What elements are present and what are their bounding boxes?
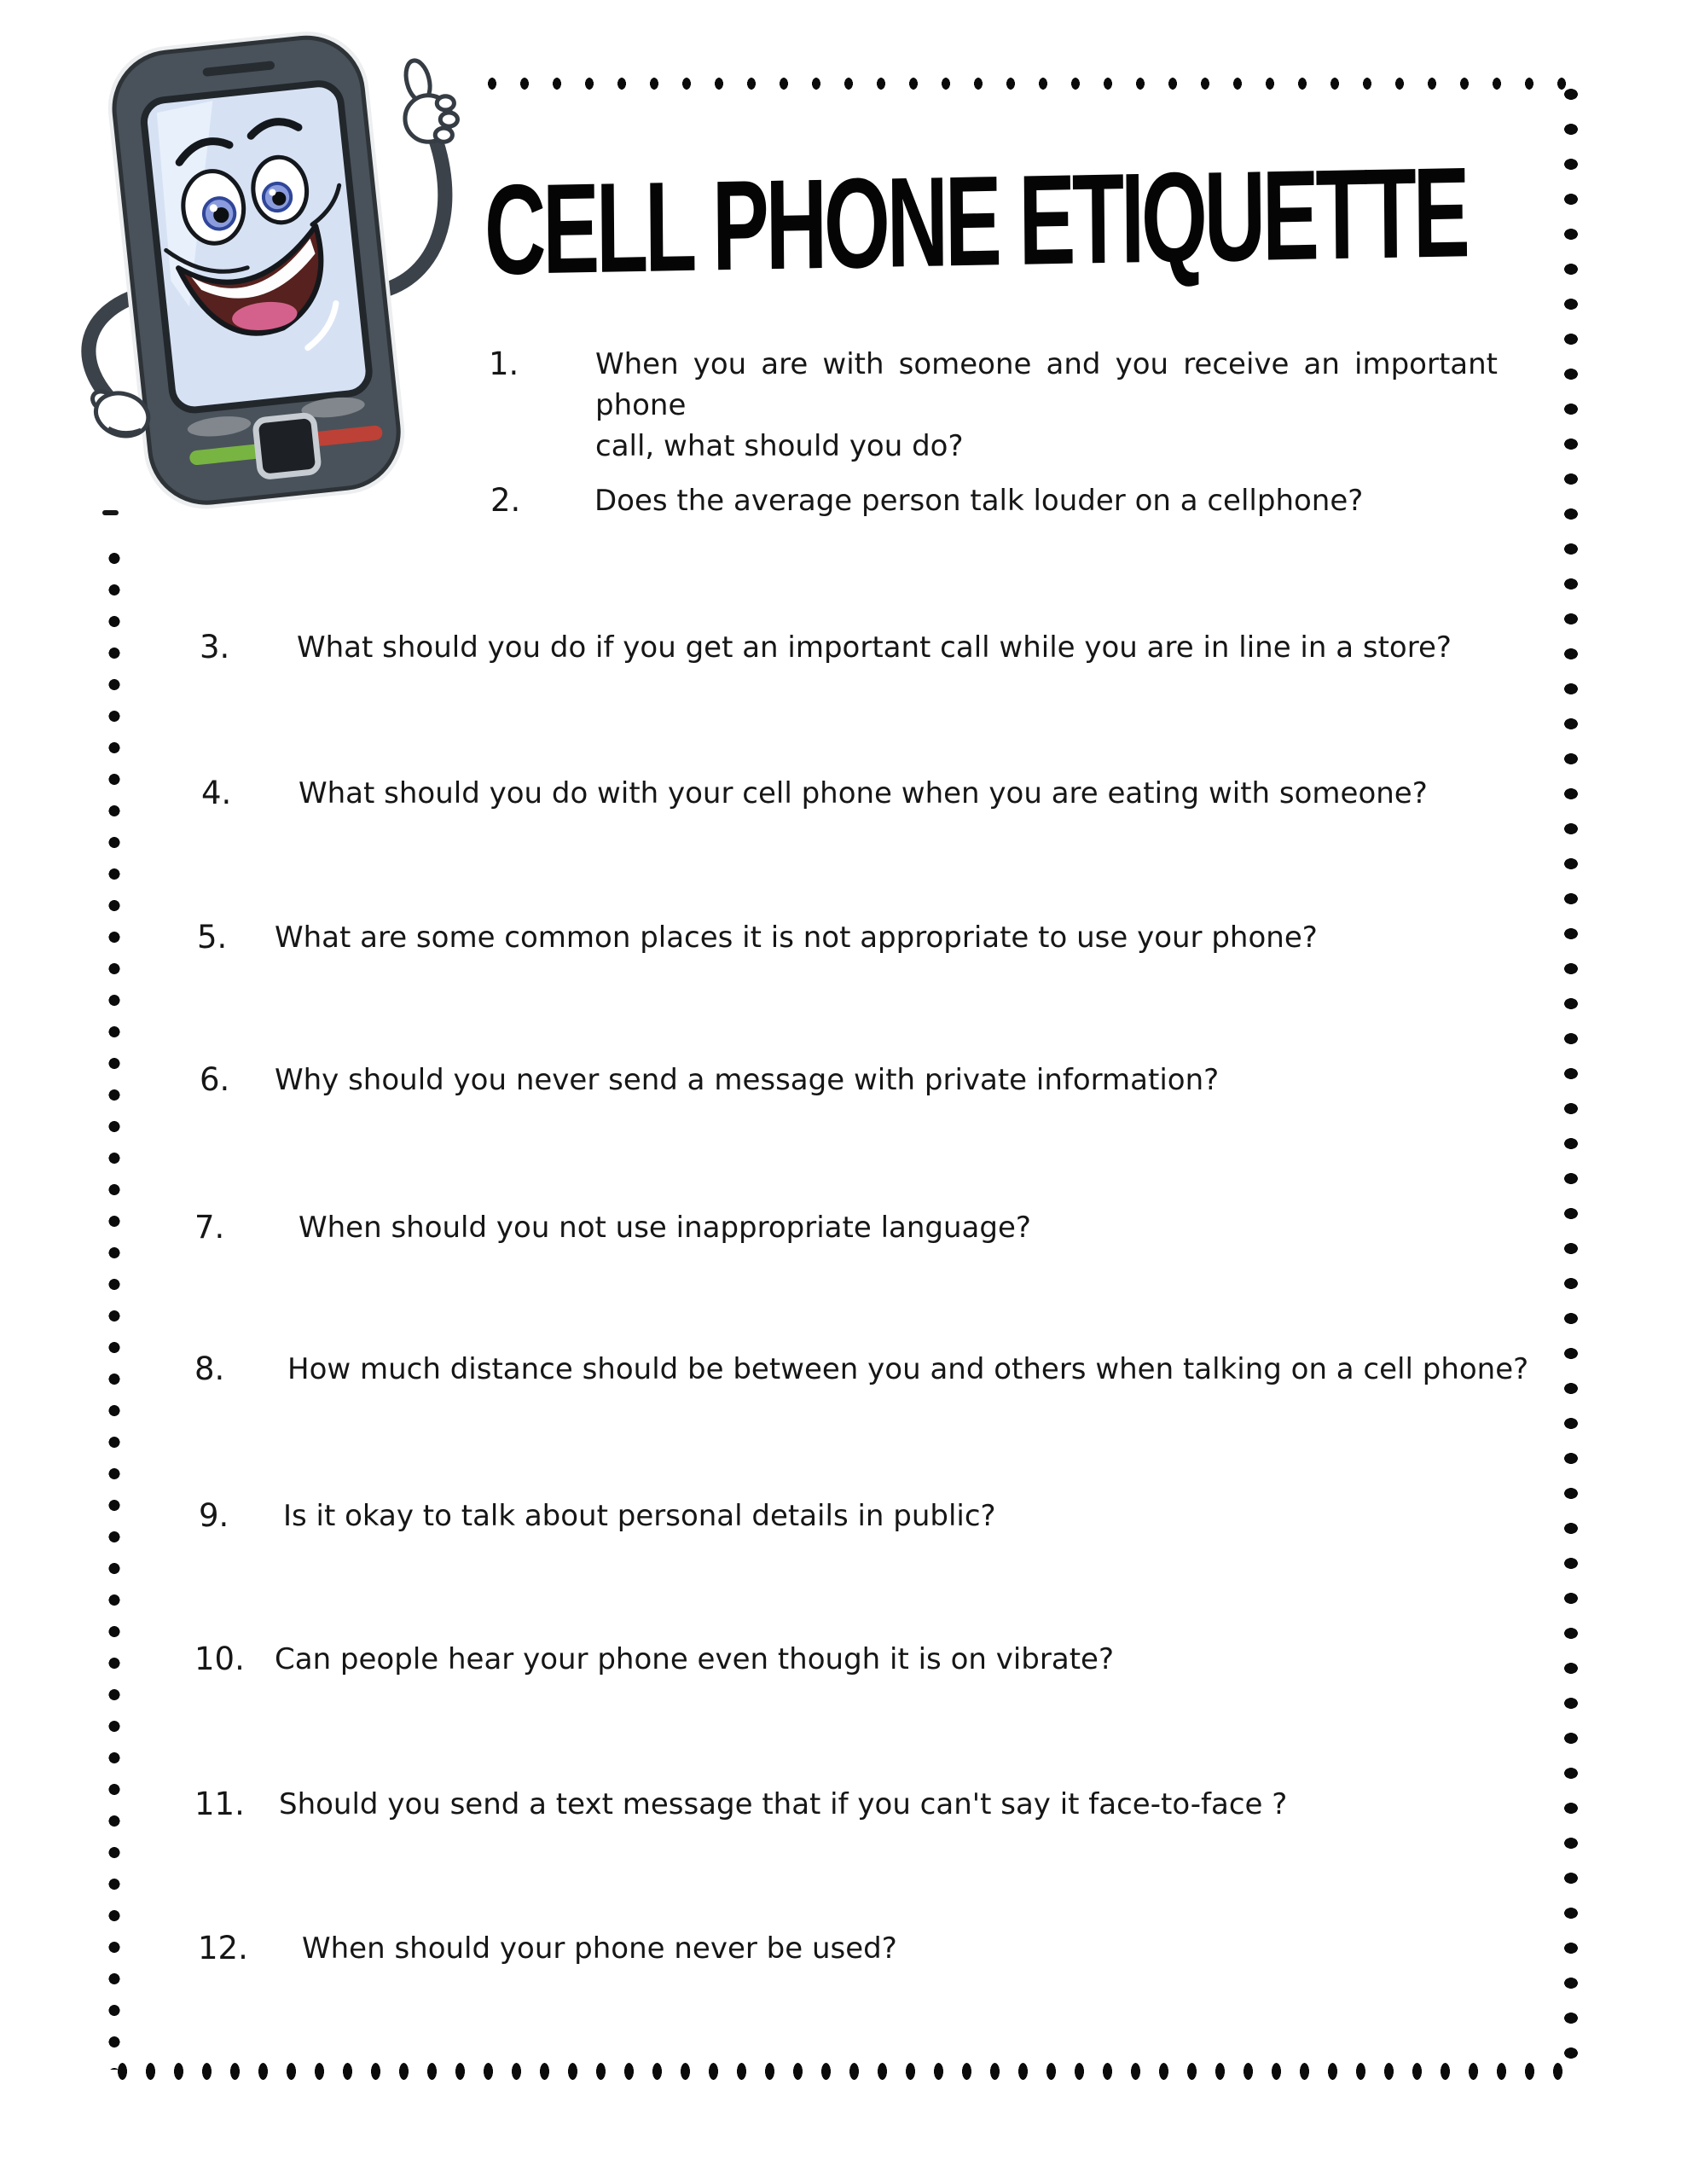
question-number: 2. <box>490 482 521 519</box>
question-text: What should you do with your cell phone when you are eating with someone? <box>299 776 1428 810</box>
question-text: Should you send a text message that if you can't say it face-to-face ? <box>279 1787 1288 1821</box>
question-text: Is it okay to talk about personal details in public? <box>283 1499 996 1533</box>
question-number: 1. <box>489 346 519 382</box>
question-number: 9. <box>199 1497 229 1534</box>
question-text: When you are with someone and you receive an important phone call, what should you do? <box>595 347 1498 463</box>
question-text: When should you not use inappropriate language? <box>299 1211 1031 1245</box>
question-number: 7. <box>194 1209 225 1246</box>
border-dots-top <box>476 77 1578 90</box>
mascot-body <box>102 26 411 515</box>
border-dots-right <box>1562 77 1580 2077</box>
question-number: 10. <box>194 1641 245 1677</box>
question-text: What should you do if you get an important call while you are in line in a store? <box>297 630 1452 665</box>
question-text: What are some common places it is not appropriate to use your phone? <box>275 921 1318 955</box>
question-number: 4. <box>201 775 232 811</box>
question-text: Can people hear your phone even though it is on vibrate? <box>275 1642 1114 1676</box>
page-title: CELL PHONE ETIQUETTE <box>484 140 1468 302</box>
border-dots-left <box>108 543 120 2070</box>
thumbs-up-hand <box>403 58 458 142</box>
question-number: 3. <box>200 629 230 665</box>
center-key <box>255 415 319 477</box>
question-text: When should your phone never be used? <box>302 1931 897 1966</box>
question-text: How much distance should be between you and others when talking on a cell phone? <box>287 1352 1529 1386</box>
question-number: 6. <box>200 1061 230 1098</box>
question-text: Does the average person talk louder on a cellphone? <box>594 484 1364 518</box>
worksheet-title-area <box>467 140 1484 302</box>
question-number: 8. <box>194 1350 225 1387</box>
question-number: 5. <box>197 919 228 956</box>
question-number: 12. <box>198 1930 248 1966</box>
question-number: 11. <box>194 1786 245 1822</box>
cell-phone-mascot-illustration <box>43 15 473 523</box>
border-dots-bottom <box>108 2060 1580 2082</box>
question-text: Why should you never send a message with private information? <box>275 1063 1220 1097</box>
mascot-right-arm <box>383 129 445 291</box>
